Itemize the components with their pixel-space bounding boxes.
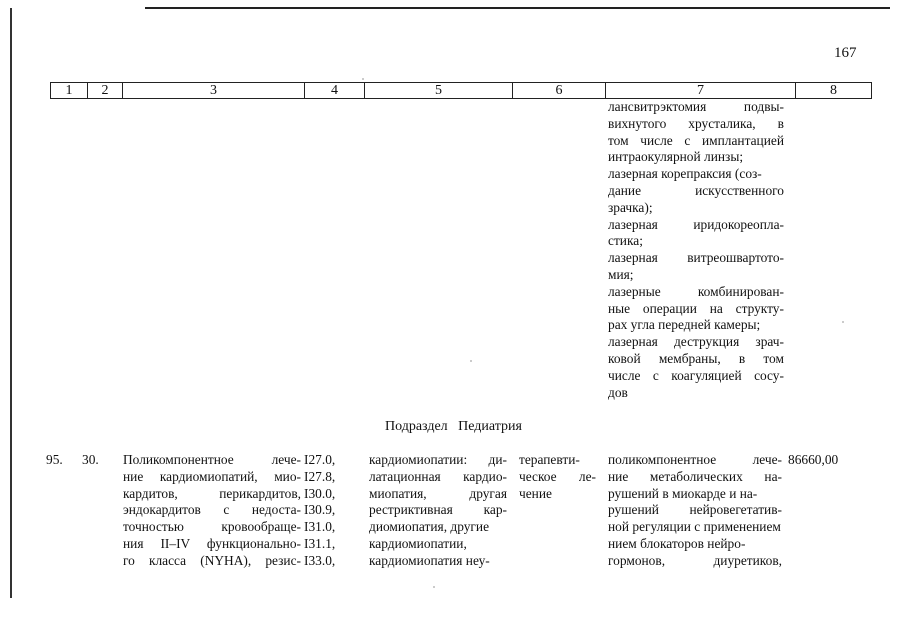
column-number-6: 6	[513, 83, 606, 98]
text-word: искусственного	[695, 182, 784, 198]
subsection-title: Подраздел Педиатрия	[385, 419, 522, 434]
text-word: резис-	[265, 552, 301, 568]
text-word: том	[608, 132, 629, 148]
text-word: кардиомиопатии,	[369, 535, 467, 551]
text-word: ковой	[608, 350, 641, 366]
text-line: I31.1,	[304, 535, 336, 551]
text-word: деструкция	[673, 334, 740, 350]
text-word: кардиомиопатия неу-	[369, 552, 490, 568]
text-line	[369, 452, 507, 469]
text-word: ди-	[488, 452, 507, 467]
text-word: лазерные	[608, 283, 661, 299]
text-line	[608, 133, 784, 150]
text-word: с	[652, 367, 659, 383]
text-word: дов	[608, 384, 628, 400]
text-line: I33.0,	[304, 552, 336, 568]
text-line	[369, 519, 507, 536]
text-word: ческое	[519, 468, 557, 484]
text-word: кар-	[483, 502, 507, 518]
text-line	[608, 149, 784, 166]
text-word: ные	[608, 300, 631, 316]
text-word: ния	[123, 535, 144, 551]
text-word: на	[709, 300, 723, 316]
scan-speck	[842, 321, 844, 323]
text-word: миопатия,	[369, 485, 427, 501]
text-line	[123, 452, 301, 469]
text-line	[123, 469, 301, 486]
text-line	[369, 486, 507, 503]
text-word: перикардитов,	[219, 485, 301, 501]
text-line	[608, 99, 784, 116]
text-word: рушений	[608, 502, 659, 518]
text-line	[608, 486, 782, 503]
text-line	[369, 553, 507, 570]
text-word: лазерная	[608, 334, 658, 350]
text-word: ние	[123, 468, 144, 484]
text-line	[123, 519, 301, 536]
text-word: кардио-	[463, 468, 507, 484]
text-word: Поликомпонентное	[123, 452, 234, 467]
icd-codes	[304, 452, 335, 570]
text-line	[123, 486, 301, 503]
text-line	[608, 553, 782, 570]
text-line	[519, 469, 596, 486]
text-line	[608, 250, 784, 267]
text-word: лазерная	[608, 250, 658, 266]
scan-speck	[362, 78, 364, 80]
text-word: зрач-	[755, 334, 784, 350]
treatment-type	[519, 452, 596, 502]
text-word: числе	[608, 367, 641, 383]
care-profile-name	[123, 452, 301, 570]
text-word: ной регуляции с применением	[608, 519, 781, 535]
text-word: кардиомиопатий,	[159, 468, 258, 484]
text-line	[369, 502, 507, 519]
text-line	[369, 469, 507, 486]
text-line: I27.8,	[304, 468, 336, 484]
text-line: I27.0,	[304, 452, 336, 467]
text-line	[519, 486, 596, 503]
text-line	[608, 116, 784, 133]
column-number-2: 2	[88, 83, 123, 98]
text-line	[608, 183, 784, 200]
text-word: эндокардитов	[123, 502, 201, 518]
text-word: диуретиков,	[713, 552, 782, 568]
text-word: операции	[642, 300, 697, 316]
text-line	[123, 553, 301, 570]
text-word: мембраны,	[658, 350, 721, 366]
text-word: кровообраще-	[221, 519, 301, 535]
text-word: с	[223, 502, 230, 518]
text-line: I31.0,	[304, 519, 336, 535]
text-line	[608, 301, 784, 318]
text-word: лазерная корепраксия (соз-	[608, 166, 762, 182]
text-line	[123, 502, 301, 519]
text-line	[608, 334, 784, 351]
text-word: лазерная	[608, 216, 658, 232]
text-word: го	[123, 552, 135, 568]
text-line	[608, 166, 784, 183]
text-word: нейровегетатив-	[689, 502, 782, 518]
continued-treatment-methods	[608, 99, 784, 401]
column-number-5: 5	[365, 83, 513, 98]
scan-speck	[470, 360, 472, 362]
text-word: лансвитрэктомия	[608, 99, 707, 114]
text-word: структу-	[735, 300, 784, 316]
text-word: на-	[764, 468, 782, 484]
text-word: в	[777, 115, 784, 131]
text-word: терапевти-	[519, 452, 580, 467]
column-number-8: 8	[830, 83, 837, 98]
text-word: интраокулярной линзы;	[608, 149, 744, 165]
text-word: с	[684, 132, 691, 148]
text-line	[608, 217, 784, 234]
text-line	[608, 267, 784, 284]
text-line	[608, 200, 784, 217]
text-word: ле-	[578, 468, 596, 484]
text-word: кардитов,	[123, 485, 178, 501]
text-word: числе	[640, 132, 673, 148]
text-word: кардиомиопатии:	[369, 452, 468, 467]
patient-model	[369, 452, 507, 570]
column-number-7: 7	[606, 83, 796, 98]
text-word: другая	[469, 485, 507, 501]
column-number-1: 1	[51, 83, 88, 98]
text-word: стика;	[608, 233, 643, 249]
text-word: зрачка);	[608, 199, 653, 215]
text-word: мио-	[274, 468, 301, 484]
text-word: поликомпонентное	[608, 452, 717, 467]
text-word: диомиопатия, другие	[369, 519, 490, 535]
text-word: витреошвартото-	[687, 250, 784, 266]
text-line	[519, 452, 596, 469]
text-word: рестриктивная	[369, 502, 453, 518]
text-line	[369, 536, 507, 553]
text-word: метаболических	[649, 468, 743, 484]
text-word: лече-	[752, 452, 782, 467]
text-line	[608, 317, 784, 334]
text-word: рушений в миокарде и на-	[608, 485, 758, 501]
text-line	[123, 536, 301, 553]
text-word: недоста-	[251, 502, 301, 518]
text-word: дание	[608, 182, 642, 198]
left-margin-rule	[10, 8, 12, 598]
column-number-4: 4	[305, 83, 365, 98]
text-line	[608, 452, 782, 469]
text-line	[608, 284, 784, 301]
text-word: в	[738, 350, 746, 366]
scan-speck	[433, 586, 435, 588]
text-word: II–IV	[160, 535, 190, 551]
text-line: I30.0,	[304, 485, 336, 501]
column-number-3: 3	[123, 83, 305, 98]
text-line	[608, 536, 782, 553]
column-number-header	[50, 82, 872, 99]
text-word: комбинирован-	[697, 283, 784, 299]
text-word: гормонов,	[608, 552, 666, 568]
text-word: (NYHA),	[200, 552, 252, 568]
text-word: класса	[148, 552, 187, 568]
text-word: лече-	[271, 452, 301, 467]
row-number: 95.	[46, 452, 63, 467]
text-word: точностью	[123, 519, 184, 535]
text-word: коагуляцией	[671, 367, 742, 383]
text-word: латационная	[369, 468, 441, 484]
text-line	[608, 351, 784, 368]
text-word: вихнутого	[608, 115, 667, 131]
text-word: нием блокаторов нейро-	[608, 535, 746, 551]
treatment-method	[608, 452, 782, 570]
text-word: чение	[519, 485, 552, 501]
group-number: 30.	[82, 452, 99, 467]
top-rule	[145, 7, 890, 9]
text-word: мия;	[608, 266, 634, 282]
text-word: рах угла передней камеры;	[608, 317, 761, 333]
text-line	[608, 368, 784, 385]
text-line	[608, 502, 782, 519]
text-line	[608, 233, 784, 250]
cost-value: 86660,00	[788, 452, 839, 467]
text-line	[608, 519, 782, 536]
text-word: подвы-	[743, 99, 784, 114]
text-word: функционально-	[206, 535, 301, 551]
text-word: иридокореопла-	[693, 216, 784, 232]
text-word: хрусталика,	[688, 115, 756, 131]
text-line	[608, 469, 782, 486]
text-word: том	[763, 350, 784, 366]
text-word: имплантацией	[702, 132, 784, 148]
text-line: I30.9,	[304, 502, 336, 518]
text-word: сосу-	[754, 367, 784, 383]
page-number: 167	[834, 45, 857, 61]
text-word: ние	[608, 468, 629, 484]
text-line	[608, 385, 784, 402]
